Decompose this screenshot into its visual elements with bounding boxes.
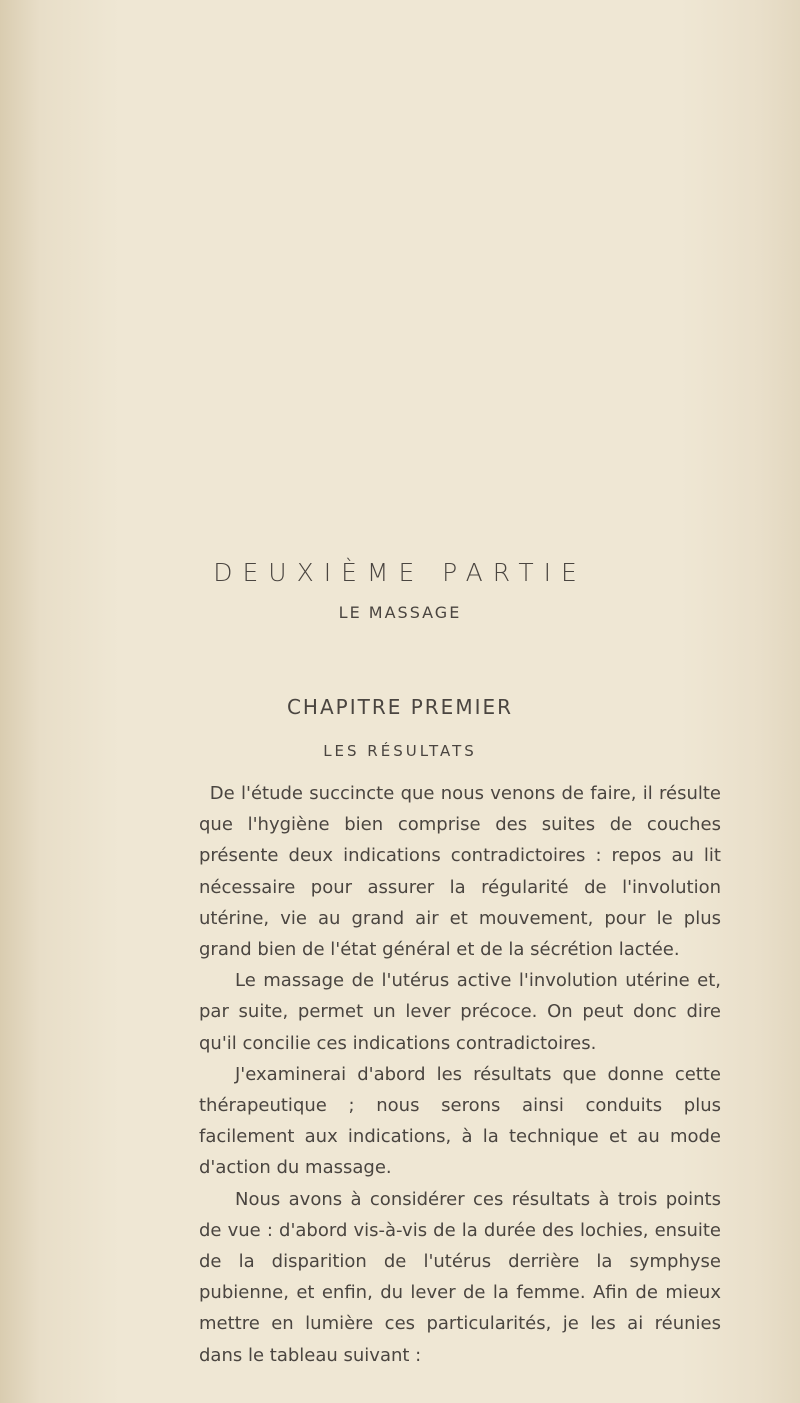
chapter-subtitle: LES RÉSULTATS: [323, 742, 477, 760]
paragraph: De l'étude succincte que nous venons de faire, il résulte que l'hygiène bien comprise des suites de couches présente deux indications contradictoires : repos au lit nécessaire pour assurer la régularité de l'involution utérine, vie au grand air et mouvement, pour le plus grand bien de l'état général et de la sécrétion lactée.: [199, 783, 721, 961]
chapter-title: CHAPITRE PREMIER: [286, 695, 514, 719]
part-title: DEUXIÈME PARTIE: [213, 558, 587, 587]
paragraph: J'examinerai d'abord les résultats que donne cette thérapeutique ; nous serons ainsi conduits plus facilement aux indications, à la technique et au mode d'action du massage.: [199, 1063, 721, 1179]
part-subtitle: LE MASSAGE: [338, 603, 462, 622]
paragraph: Nous avons à considérer ces résultats à trois points de vue : d'abord vis-à-vis de la durée des lochies, ensuite de la disparition de l'utérus derrière la symphyse pubienne, et enfin, du lever de la femme. Afin de mieux mettre en lumière ces particularités, je les ai réunies dans le tableau suivant :: [199, 1188, 721, 1366]
paragraph: Le massage de l'utérus active l'involution utérine et, par suite, permet un lever précoce. On peut donc dire qu'il concilie ces indications contradictoires.: [199, 970, 721, 1054]
body-text: [199, 778, 721, 1371]
